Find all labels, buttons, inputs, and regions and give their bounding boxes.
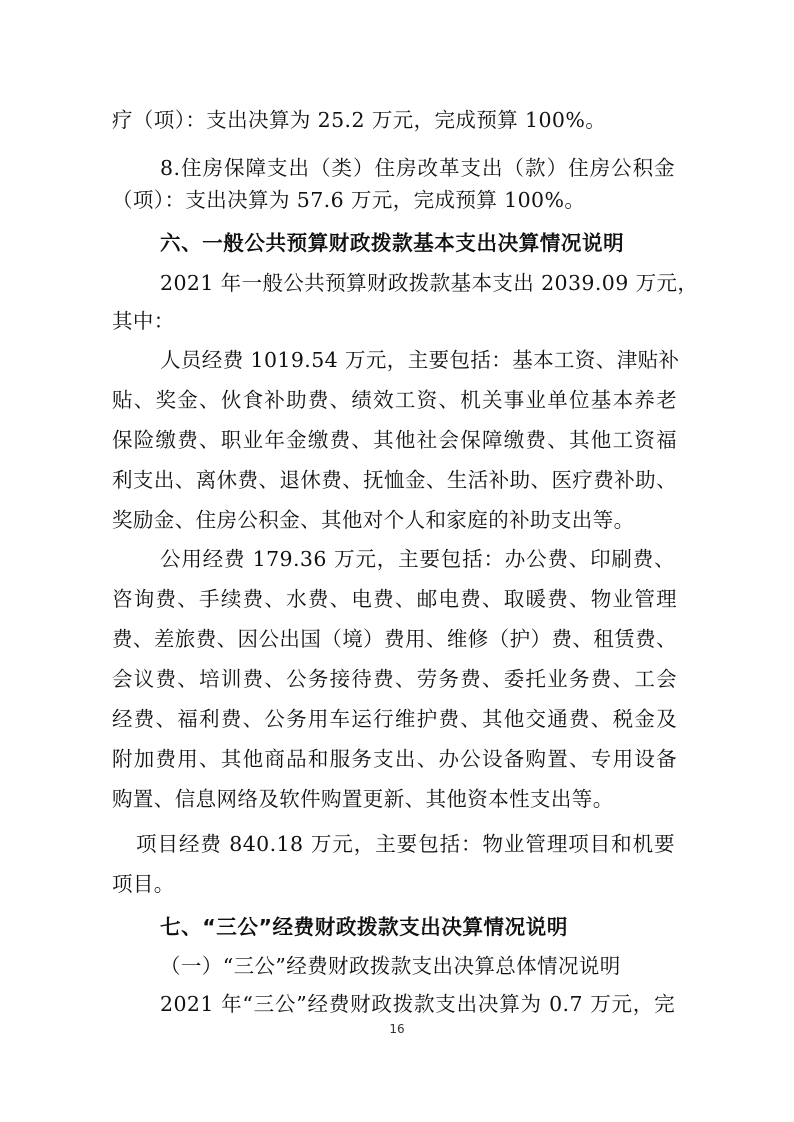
text-line-12: 公用经费 179.36 万元，主要包括：办公费、印刷费、 [160, 547, 675, 571]
page-number: 16 [389, 1022, 405, 1036]
text-line-3: （项）：支出决算为 57.6 万元，完成预算 100%。 [112, 188, 586, 212]
text-line-17: 附加费用、其他商品和服务支出、办公设备购置、专用设备 [112, 747, 677, 771]
section-heading-7: 七、“三公”经费财政拨款支出决算情况说明 [160, 915, 568, 939]
text-line-7: 人员经费 1019.54 万元，主要包括：基本工资、津贴补 [160, 348, 680, 372]
text-line-15: 会议费、培训费、公务接待费、劳务费、委托业务费、工会 [112, 667, 677, 691]
text-line-13: 咨询费、手续费、水费、电费、邮电费、取暖费、物业管理 [112, 587, 677, 611]
text-line-16: 经费、福利费、公务用车运行维护费、其他交通费、税金及 [112, 707, 677, 731]
text-line-11: 奖励金、住房公积金、其他对个人和家庭的补助支出等。 [112, 508, 635, 532]
text-line-22: （一）“三公”经费财政拨款支出决算总体情况说明 [160, 954, 621, 978]
text-line-2: 8.住房保障支出（类）住房改革支出（款）住房公积金 [160, 156, 675, 180]
text-line-14: 费、差旅费、因公出国（境）费用、维修（护）费、租赁费、 [112, 627, 677, 651]
section-heading-6: 六、一般公共预算财政拨款基本支出决算情况说明 [160, 231, 625, 255]
text-line-1: 疗（项）：支出决算为 25.2 万元，完成预算 100%。 [112, 108, 607, 132]
text-line-6: 其中： [112, 309, 175, 333]
text-line-20: 项目。 [112, 872, 175, 896]
text-line-19: 项目经费 840.18 万元，主要包括：物业管理项目和机要 [136, 832, 675, 856]
text-line-9: 保险缴费、职业年金缴费、其他社会保障缴费、其他工资福 [112, 428, 677, 452]
text-line-23: 2021 年“三公”经费财政拨款支出决算为 0.7 万元，完 [160, 992, 675, 1016]
text-line-10: 利支出、离休费、退休费、抚恤金、生活补助、医疗费补助、 [112, 468, 677, 492]
text-line-18: 购置、信息网络及软件购置更新、其他资本性支出等。 [112, 787, 614, 811]
text-line-5: 2021 年一般公共预算财政拨款基本支出 2039.09 万元， [160, 271, 699, 295]
text-line-8: 贴、奖金、伙食补助费、绩效工资、机关事业单位基本养老 [112, 388, 677, 412]
